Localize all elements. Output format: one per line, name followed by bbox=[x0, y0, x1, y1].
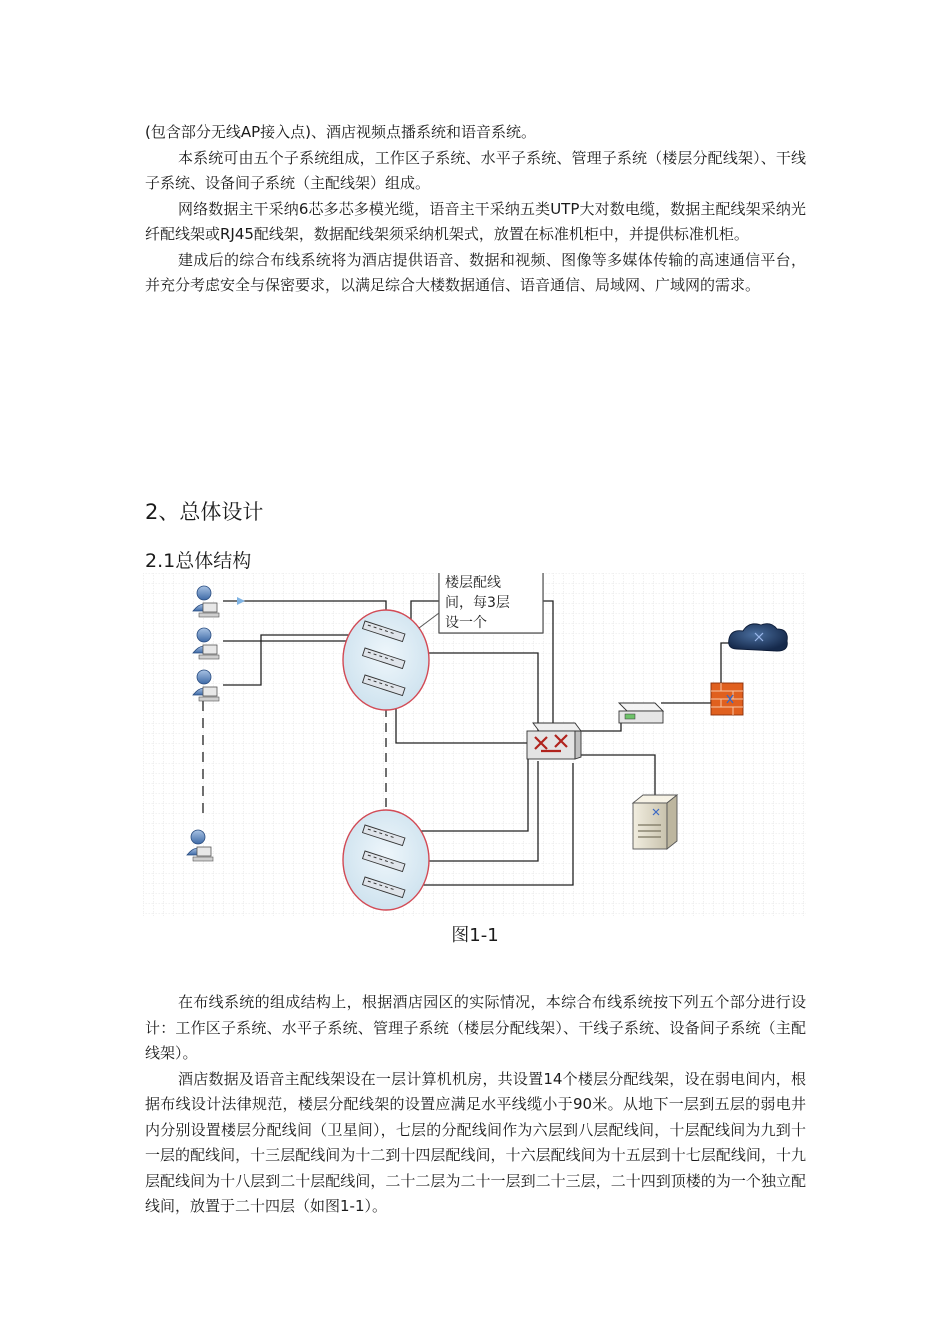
router-icon bbox=[619, 703, 663, 723]
body-text bbox=[145, 990, 806, 1220]
server-icon bbox=[633, 795, 677, 849]
paragraph: 本系统可由五个子系统组成，工作区子系统、水平子系统、管理子系统（楼层分配线架）、干线子系统、设备间子系统（主配线架）组成。 bbox=[145, 148, 806, 192]
callout-text-line2: 间，每3层 bbox=[445, 595, 510, 611]
paragraph: 网络数据主干采纳6芯多芯多模光缆，语音主干采纳五类UTP大对数电缆，数据主配线架采纳光纤配线架或RJ45配线架，数据配线架须采纳机架式，放置在标准机柜中，并提供标准机柜。 bbox=[145, 199, 806, 243]
network-topology-figure bbox=[143, 573, 806, 916]
callout-text-line3: 设一个 bbox=[445, 615, 487, 631]
intro-text bbox=[145, 120, 806, 299]
firewall-icon bbox=[711, 683, 743, 715]
callout-text-line1: 楼层配线 bbox=[445, 575, 501, 591]
figure-caption: 图1-1 bbox=[451, 925, 499, 946]
paragraph: 在布线系统的组成结构上，根据酒店园区的实际情况，本综合布线系统按下列五个部分进行设计：工作区子系统、水平子系统、管理子系统（楼层分配线架）、干线子系统、设备间子系统（主配线架）。 bbox=[145, 993, 806, 1062]
section-heading: 2、总体设计 bbox=[145, 500, 264, 524]
floor-distribution-rack-top bbox=[343, 610, 429, 710]
floor-distribution-rack-bottom bbox=[343, 810, 429, 910]
paragraph: (包含部分无线AP接入点)、酒店视频点播系统和语音系统。 bbox=[145, 123, 537, 141]
subsection-heading: 2.1总体结构 bbox=[145, 550, 252, 572]
paragraph: 酒店数据及语音主配线架设在一层计算机机房，共设置14个楼层分配线架，设在弱电间内，根据布线设计法律规范，楼层分配线架的设置应满足水平线缆小于90米。从地下一层到五层的弱电井内分别设置楼层分配线间（卫星间），七层的分配线间作为六层到八层配线间，十层配线间为九到十一层的配线间，十三层配线间为十二到十四层配线间，十六层配线间为十五层到十七层配线间，十九层配线间为十八层到二十层配线间，二十二层为二十一层到二十三层，二十四到顶楼的为一个独立配线间，放置于二十四层（如图1-1）。 bbox=[145, 1069, 806, 1215]
paragraph: 建成后的综合布线系统将为酒店提供语音、数据和视频、图像等多媒体传输的高速通信平台，并充分考虑安全与保密要求，以满足综合大楼数据通信、语音通信、局域网、广域网的需求。 bbox=[145, 250, 806, 294]
